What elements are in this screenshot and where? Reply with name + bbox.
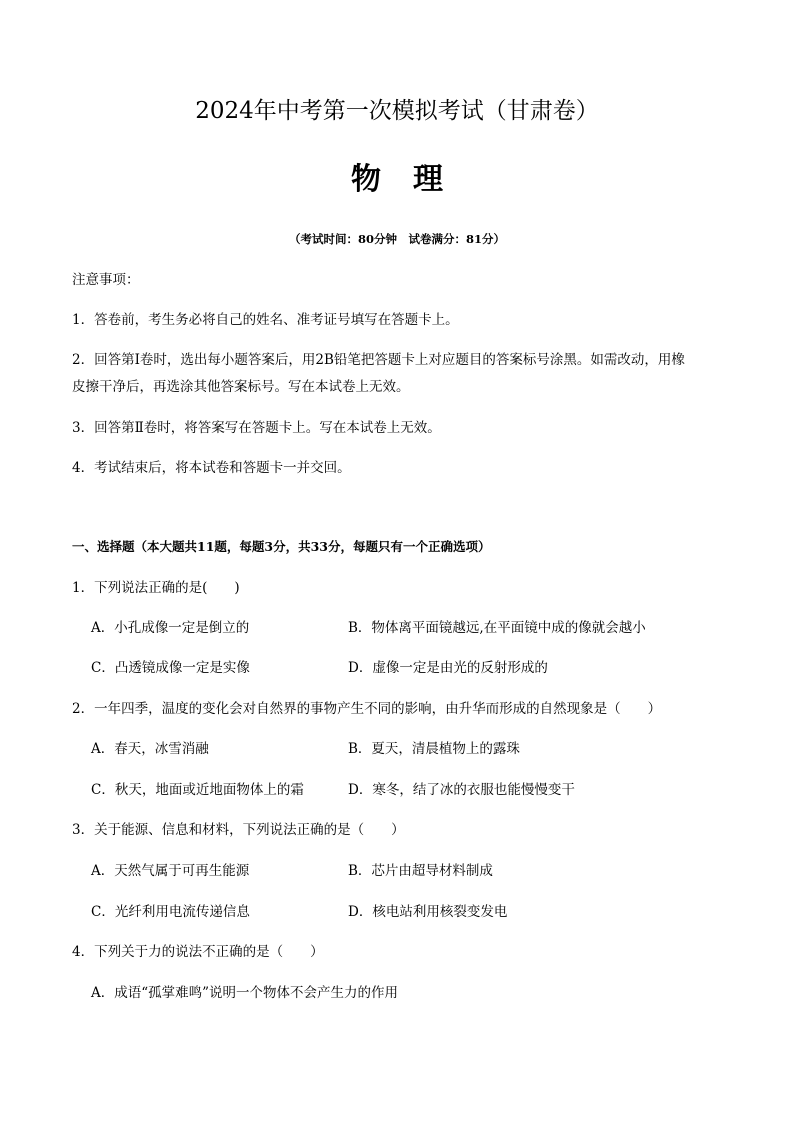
question-3-option-b: B．芯片由超导材料制成 <box>348 863 493 879</box>
question-2-option-c: C．秋天，地面或近地面物体上的霜 <box>91 782 304 798</box>
question-2-option-b: B．夏天，清晨植物上的露珠 <box>348 741 520 757</box>
question-2-stem: 2．一年四季，温度的变化会对自然界的事物产生不同的影响，由升华而形成的自然现象是（ ） <box>72 701 662 717</box>
note-item-2: 2．回答第Ⅰ卷时，选出每小题答案后，用2B铅笔把答题卡上对应题目的答案标号涂黑。如需改动，用橡 <box>72 352 685 368</box>
note-item-1: 1．答卷前，考生务必将自己的姓名、准考证号填写在答题卡上。 <box>72 312 459 328</box>
question-4-stem: 4．下列关于力的说法不正确的是（ ） <box>72 944 324 960</box>
question-3-option-d: D．核电站利用核裂变发电 <box>348 904 508 920</box>
question-1-stem: 1．下列说法正确的是( ) <box>72 580 240 596</box>
question-1-option-c: C．凸透镜成像一定是实像 <box>91 660 250 676</box>
question-1-option-a: A．小孔成像一定是倒立的 <box>91 620 250 636</box>
question-4-option-a: A．成语“孤掌难鸣”说明一个物体不会产生力的作用 <box>91 985 399 1001</box>
section-heading: 一、选择题（本大题共11题，每题3分，共33分，每题只有一个正确选项） <box>72 539 491 554</box>
question-2-option-d: D．寒冬，结了冰的衣服也能慢慢变干 <box>348 782 575 798</box>
question-3-stem: 3．关于能源、信息和材料，下列说法正确的是（ ） <box>72 822 405 838</box>
question-3-option-a: A．天然气属于可再生能源 <box>91 863 250 879</box>
note-item-2-continued: 皮擦干净后，再选涂其他答案标号。写在本试卷上无效。 <box>72 379 410 395</box>
exam-info: （考试时间：80分钟 试卷满分：81分） <box>288 232 505 246</box>
question-1-option-b: B．物体离平面镜越远,在平面镜中成的像就会越小 <box>348 620 646 636</box>
exam-title: 2024年中考第一次模拟考试（甘肃卷） <box>195 98 599 124</box>
subject-title: 物理 <box>351 162 475 197</box>
notes-heading: 注意事项： <box>72 272 140 288</box>
note-item-3: 3．回答第Ⅱ卷时，将答案写在答题卡上。写在本试卷上无效。 <box>72 420 441 436</box>
question-1-option-d: D．虚像一定是由光的反射形成的 <box>348 660 548 676</box>
question-2-option-a: A．春天，冰雪消融 <box>91 741 209 757</box>
question-3-option-c: C．光纤利用电流传递信息 <box>91 904 250 920</box>
note-item-4: 4．考试结束后，将本试卷和答题卡一并交回。 <box>72 460 351 476</box>
